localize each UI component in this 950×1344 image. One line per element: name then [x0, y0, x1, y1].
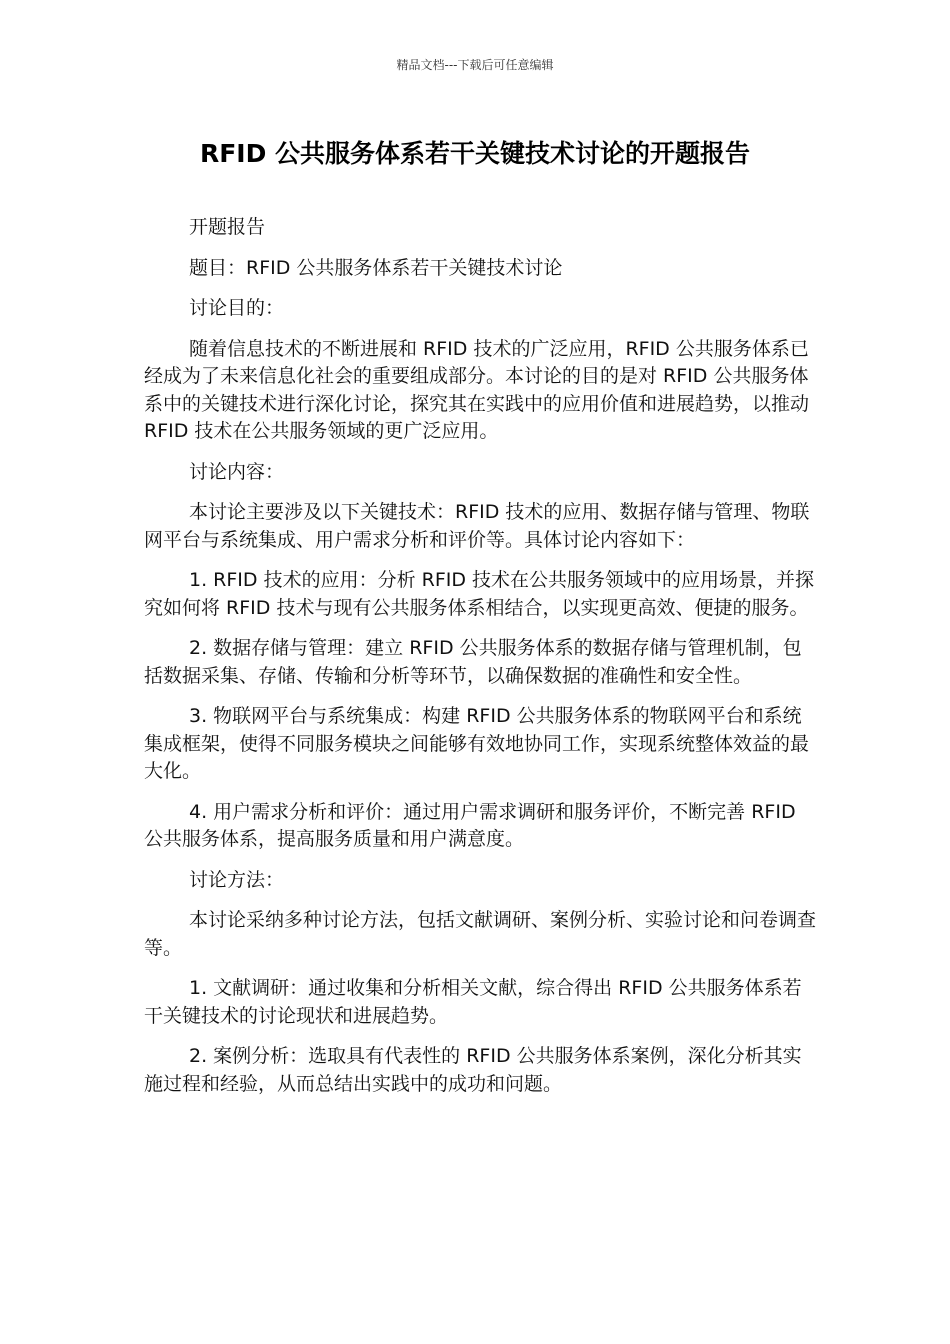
- paragraph-content-item-2: 2. 数据存储与管理：建立 RFID 公共服务体系的数据存储与管理机制，包括数据采集、存储、传输和分析等环节，以确保数据的准确性和安全性。: [144, 637, 802, 687]
- section-heading-content: 讨论内容：: [189, 460, 285, 483]
- header-note: 精品文档---下载后可任意编辑: [396, 58, 554, 72]
- paragraph-content-intro: 本讨论主要涉及以下关键技术：RFID 技术的应用、数据存储与管理、物联网平台与系统集成、用户需求分析和评价等。具体讨论内容如下：: [144, 501, 810, 551]
- paragraph-report-heading: 开题报告: [189, 216, 266, 238]
- paragraph-method-intro: 本讨论采纳多种讨论方法，包括文献调研、案例分析、实验讨论和问卷调查等。: [144, 909, 817, 959]
- paragraph-method-item-1: 1. 文献调研：通过收集和分析相关文献，综合得出 RFID 公共服务体系若干关键技术的讨论现状和进展趋势。: [144, 977, 802, 1027]
- paragraph-content-item-3: 3. 物联网平台与系统集成：构建 RFID 公共服务体系的物联网平台和系统集成框架，使得不同服务模块之间能够有效地协同工作，实现系统整体效益的最大化。: [144, 705, 810, 782]
- paragraph-topic: 题目：RFID 公共服务体系若干关键技术讨论: [189, 256, 563, 279]
- paragraph-content-item-1: 1. RFID 技术的应用：分析 RFID 技术在公共服务领域中的应用场景，并探究如何将 RFID 技术与现有公共服务体系相结合，以实现更高效、便捷的服务。: [144, 569, 815, 619]
- document-body: [144, 214, 820, 1111]
- section-heading-purpose: 讨论目的：: [189, 297, 285, 319]
- paragraph-purpose: 随着信息技术的不断进展和 RFID 技术的广泛应用，RFID 公共服务体系已经成为了未来信息化社会的重要组成部分。本讨论的目的是对 RFID 公共服务体系中的关键技术进行深化讨论，探究其在实践中的应用价值和进展趋势，以推动 RFID 技术在公共服务领域的更广泛应用。: [144, 337, 810, 442]
- section-heading-method: 讨论方法：: [189, 868, 285, 891]
- paragraph-content-item-4: 4. 用户需求分析和评价：通过用户需求调研和服务评价，不断完善 RFID 公共服务体系，提高服务质量和用户满意度。: [144, 800, 796, 850]
- document-title: RFID 公共服务体系若干关键技术讨论的开题报告: [199, 139, 751, 168]
- paragraph-method-item-2: 2. 案例分析：选取具有代表性的 RFID 公共服务体系案例，深化分析其实施过程和经验，从而总结出实践中的成功和问题。: [144, 1045, 802, 1095]
